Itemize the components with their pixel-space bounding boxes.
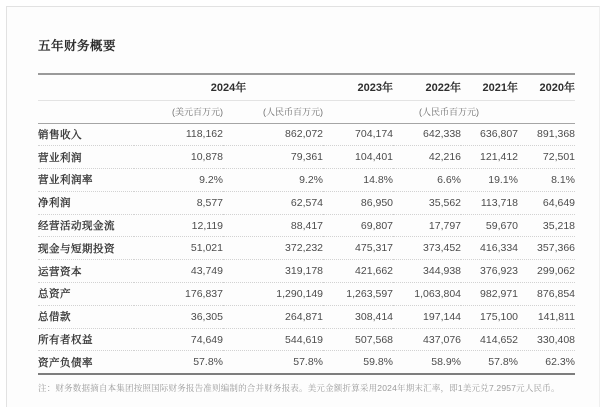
cell-value: 104,401: [323, 146, 393, 169]
cell-value: 69,807: [323, 214, 393, 237]
cell-value: 982,971: [461, 283, 518, 306]
cell-value: 86,950: [323, 191, 393, 214]
cell-value: 197,144: [393, 305, 461, 328]
cell-value: 14.8%: [323, 169, 393, 192]
table-row: [38, 214, 575, 237]
year-header-row: [38, 74, 575, 100]
cell-value: 344,938: [393, 260, 461, 283]
cell-value: 176,837: [134, 283, 223, 306]
cell-value: 121,412: [461, 146, 518, 169]
cell-value: 57.8%: [134, 351, 223, 374]
cell-value: 19.1%: [461, 169, 518, 192]
financial-summary-table: [38, 73, 575, 375]
table-row: [38, 305, 575, 328]
cell-value: 141,811: [518, 305, 575, 328]
cell-value: 58.9%: [393, 351, 461, 374]
cell-value: 62.3%: [518, 351, 575, 374]
cell-value: 35,562: [393, 191, 461, 214]
cell-value: 357,366: [518, 237, 575, 260]
table-row: [38, 146, 575, 169]
cell-value: 43,749: [134, 260, 223, 283]
cell-value: 10,878: [134, 146, 223, 169]
cell-value: 299,062: [518, 260, 575, 283]
cell-value: 330,408: [518, 328, 575, 351]
cell-value: 507,568: [323, 328, 393, 351]
cell-value: 9.2%: [134, 169, 223, 192]
cell-value: 59.8%: [323, 351, 393, 374]
col-header-2021: 2021年: [461, 74, 518, 100]
table-row: [38, 169, 575, 192]
cell-value: 59,670: [461, 214, 518, 237]
cell-value: 475,317: [323, 237, 393, 260]
table-row: [38, 260, 575, 283]
row-label: 总借款: [38, 305, 134, 328]
cell-value: 72,501: [518, 146, 575, 169]
row-label: 现金与短期投资: [38, 237, 134, 260]
cell-value: 42,216: [393, 146, 461, 169]
cell-value: 319,178: [223, 260, 323, 283]
cell-value: 416,334: [461, 237, 518, 260]
table-row: [38, 351, 575, 374]
row-label: 经营活动现金流: [38, 214, 134, 237]
cell-value: 876,854: [518, 283, 575, 306]
table-row: [38, 328, 575, 351]
report-content: [38, 36, 575, 394]
col-header-2022: 2022年: [393, 74, 461, 100]
cell-value: 372,232: [223, 237, 323, 260]
row-label: 营业利润率: [38, 169, 134, 192]
cell-value: 544,619: [223, 328, 323, 351]
col-header-2024: 2024年: [134, 74, 323, 100]
row-label: 营业利润: [38, 146, 134, 169]
row-label: 所有者权益: [38, 328, 134, 351]
footnote: 注：财务数据摘自本集团按照国际财务报告准则编制的合并财务报表。美元金额折算采用2024年期末汇率，即1美元兑7.2957元人民币。: [38, 382, 560, 393]
cell-value: 376,923: [461, 260, 518, 283]
unit-header-row: [38, 100, 575, 123]
cell-value: 12,119: [134, 214, 223, 237]
row-label: 资产负债率: [38, 351, 134, 374]
unit-header-usd-2024: (美元百万元): [134, 100, 223, 123]
financial-table-body: [38, 123, 575, 374]
col-header-2023: 2023年: [323, 74, 393, 100]
table-row: [38, 191, 575, 214]
table-row: [38, 237, 575, 260]
cell-value: 308,414: [323, 305, 393, 328]
row-label: 运营资本: [38, 260, 134, 283]
cell-value: 8.1%: [518, 169, 575, 192]
cell-value: 421,662: [323, 260, 393, 283]
cell-value: 74,649: [134, 328, 223, 351]
cell-value: 642,338: [423, 128, 462, 141]
cell-value: 1,263,597: [323, 283, 393, 306]
corner-cell: [38, 74, 134, 100]
cell-value: 9.2%: [223, 169, 323, 192]
row-label: 净利润: [38, 191, 134, 214]
row-label: 总资产: [38, 283, 134, 306]
cell-value: 8,577: [134, 191, 223, 214]
cell-value: 57.8%: [223, 351, 323, 374]
cell-value: 79,361: [223, 146, 323, 169]
cell-value: 17,797: [393, 214, 461, 237]
cell-value: 51,021: [134, 237, 223, 260]
cell-value: 36,305: [134, 305, 223, 328]
cell-value: 64,649: [518, 191, 575, 214]
corner-cell: [38, 100, 134, 123]
cell-value: 264,871: [223, 305, 323, 328]
table-row: [38, 123, 575, 146]
cell-value: 113,718: [461, 191, 518, 214]
cell-value: 6.6%: [393, 169, 461, 192]
cell-value: 88,417: [223, 214, 323, 237]
cell-value: 1,063,804: [393, 283, 461, 306]
cell-value: 57.8%: [461, 351, 518, 374]
cell-value: 862,072: [285, 128, 324, 141]
cell-value: 636,807: [480, 128, 519, 141]
cell-value: 62,574: [223, 191, 323, 214]
cell-value: 891,368: [537, 128, 576, 141]
cell-value: 1,290,149: [223, 283, 323, 306]
unit-header-rmb-group: (人民币百万元): [323, 100, 575, 123]
col-header-2020: 2020年: [518, 74, 575, 100]
cell-value: 35,218: [518, 214, 575, 237]
cell-value: 373,452: [393, 237, 461, 260]
cell-value: 414,652: [461, 328, 518, 351]
cell-value: 704,174: [355, 128, 394, 141]
unit-header-rmb-2024: (人民币百万元): [223, 100, 323, 123]
cell-value: 118,162: [185, 128, 223, 141]
table-row: [38, 283, 575, 306]
cell-value: 437,076: [393, 328, 461, 351]
cell-value: 175,100: [461, 305, 518, 328]
page-title: 五年财务概要: [38, 39, 117, 53]
row-label: 销售收入: [38, 128, 82, 141]
